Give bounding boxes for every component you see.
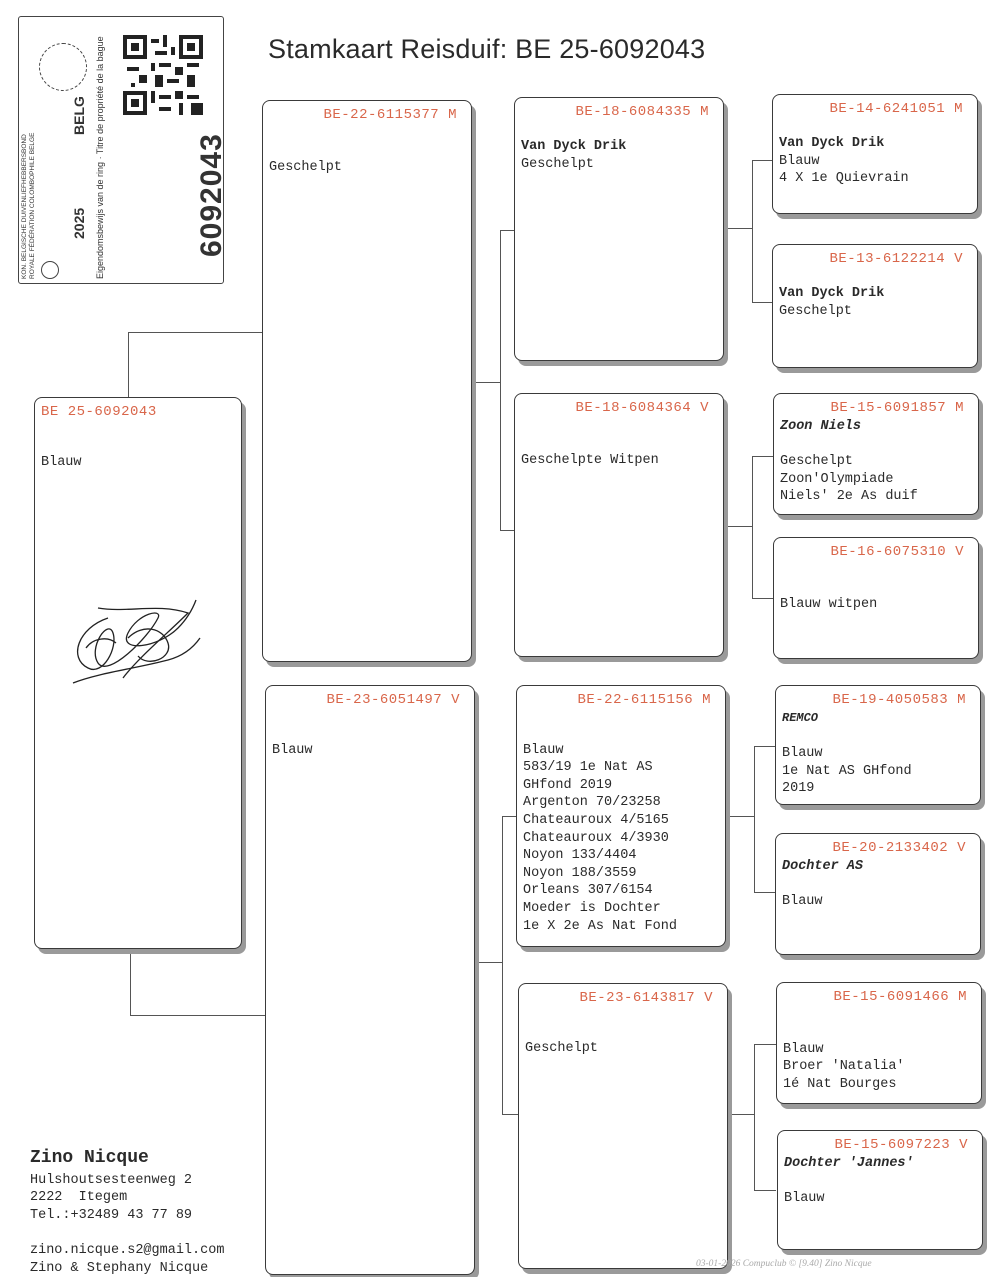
ring-country: BELG xyxy=(71,96,87,135)
connector xyxy=(502,816,503,1114)
belgium-logo-icon xyxy=(39,43,87,91)
owner-info xyxy=(30,1150,224,1277)
ring-number: BE-15-6091466 M xyxy=(833,989,967,1005)
pedigree-card-ddd[interactable] xyxy=(777,1130,983,1250)
pedigree-card-dss[interactable] xyxy=(775,685,981,805)
page-title: Stamkaart Reisduif: BE 25-6092043 xyxy=(268,34,706,64)
detail-line: Blauw xyxy=(272,743,313,758)
connector xyxy=(752,598,774,599)
connector xyxy=(754,892,776,893)
detail-line: Noyon 188/3559 xyxy=(523,865,637,881)
pedigree-card-sire-sire[interactable] xyxy=(514,97,724,361)
connector xyxy=(728,1114,754,1115)
footer-note: 03-01-2026 Compuclub © [9.40] Zino Nicque xyxy=(696,1259,872,1269)
ring-number: BE-14-6241051 M xyxy=(829,101,963,117)
detail-line xyxy=(784,1173,978,1191)
ring-year: 2025 xyxy=(71,207,87,239)
owner-email[interactable]: zino.nicque.s2@gmail.com xyxy=(30,1242,225,1258)
pedigree-card-dam-sire[interactable] xyxy=(516,685,726,947)
connector xyxy=(726,228,752,229)
ring-org-fr: ROYALE FÉDÉRATION COLOMBOPHILE BELGE xyxy=(29,132,36,279)
detail-line: Noyon 133/4404 xyxy=(523,848,637,864)
detail-line: Broer 'Natalia' xyxy=(783,1059,905,1075)
connector xyxy=(500,230,501,530)
detail-line: Orleans 307/6154 xyxy=(523,883,653,899)
owner-name: Zino Nicque xyxy=(30,1148,149,1168)
owner-street: Hulshoutsesteenweg 2 xyxy=(30,1172,193,1188)
pedigree-card-ssd[interactable] xyxy=(772,244,978,368)
connector xyxy=(754,1190,776,1191)
connector xyxy=(128,332,266,333)
detail-line xyxy=(521,434,719,452)
connector xyxy=(752,456,774,457)
detail-line: Argenton 70/23258 xyxy=(523,795,661,811)
detail-line xyxy=(780,578,974,596)
owner-phone: Tel.:+32489 43 77 89 xyxy=(30,1207,193,1223)
card-details xyxy=(521,434,719,469)
card-details xyxy=(272,742,470,760)
detail-line: Geschelpt xyxy=(269,160,342,175)
card-details xyxy=(780,418,974,506)
detail-line: Geschelpte Witpen xyxy=(521,452,659,468)
owner-city: 2222 Itegem xyxy=(30,1190,128,1206)
detail-line: 2019 xyxy=(782,781,815,797)
card-details xyxy=(523,724,721,935)
breeder-name: Dochter AS xyxy=(782,859,864,874)
detail-line: Moeder is Dochter xyxy=(523,900,661,916)
ring-number: 6092043 xyxy=(195,133,228,257)
detail-line: Blauw xyxy=(782,894,823,910)
detail-line: Niels' 2e As duif xyxy=(780,489,918,505)
breeder-name: Van Dyck Drik xyxy=(779,136,885,151)
detail-line: Blauw witpen xyxy=(780,596,878,612)
detail-line: Zoon'Olympiade xyxy=(780,471,894,487)
detail-line: Chateauroux 4/5165 xyxy=(523,812,669,828)
ring-certificate xyxy=(18,16,228,284)
ring-number: BE-20-2133402 V xyxy=(832,840,966,856)
detail-line: Geschelpt xyxy=(521,156,594,172)
connector xyxy=(130,1015,268,1016)
breeder-name: Zoon Niels xyxy=(780,419,862,434)
detail-line: Blauw xyxy=(523,742,564,758)
breeder-name: Dochter 'Jannes' xyxy=(784,1156,914,1171)
federation-logo-icon xyxy=(41,261,59,279)
detail-line: GHfond 2019 xyxy=(523,777,613,793)
ring-number: BE-23-6143817 V xyxy=(579,990,713,1006)
detail-line xyxy=(782,876,976,894)
pedigree-card-sds[interactable] xyxy=(773,393,979,515)
connector xyxy=(752,456,753,598)
connector xyxy=(754,746,776,747)
qr-code-icon xyxy=(123,35,203,115)
ring-number: BE-19-4050583 M xyxy=(832,692,966,708)
owner-names: Zino & Stephany Nicque xyxy=(30,1260,209,1276)
signature-icon xyxy=(68,588,208,698)
connector xyxy=(130,950,131,1016)
detail-line: 1e X 2e As Nat Fond xyxy=(523,918,677,934)
pedigree-card-sss[interactable] xyxy=(772,94,978,214)
pedigree-card-dds[interactable] xyxy=(776,982,982,1104)
card-details xyxy=(41,454,237,472)
detail-line: 583/19 1e Nat AS xyxy=(523,760,653,776)
detail-line: Blauw xyxy=(41,455,82,470)
card-details xyxy=(779,135,973,188)
ring-number: BE-18-6084335 M xyxy=(575,104,709,120)
card-details xyxy=(782,858,976,911)
detail-line xyxy=(780,436,974,454)
detail-line: 1e Nat AS GHfond xyxy=(782,763,912,779)
connector xyxy=(754,1044,776,1045)
ring-number: BE-16-6075310 V xyxy=(830,544,964,560)
pedigree-card-dam[interactable] xyxy=(265,685,475,1275)
ring-number: BE-15-6091857 M xyxy=(830,400,964,416)
card-details xyxy=(779,285,973,320)
ring-number: BE-23-6051497 V xyxy=(326,692,460,708)
ring-number: BE 25-6092043 xyxy=(41,404,157,420)
connector xyxy=(754,1044,755,1190)
card-details xyxy=(269,159,467,177)
detail-line: Geschelpt xyxy=(779,303,852,319)
breeder-name: Van Dyck Drik xyxy=(779,286,885,301)
card-details xyxy=(780,578,974,613)
ring-number: BE-22-6115377 M xyxy=(323,107,457,123)
connector xyxy=(752,160,774,161)
pedigree-card-sire-dam[interactable] xyxy=(514,393,724,657)
connector xyxy=(752,160,753,302)
detail-line: Geschelpt xyxy=(525,1040,598,1056)
detail-line: 1é Nat Bourges xyxy=(783,1076,897,1092)
ring-number: BE-13-6122214 V xyxy=(829,251,963,267)
card-details xyxy=(784,1155,978,1208)
connector xyxy=(754,746,755,892)
connector xyxy=(476,962,502,963)
detail-line: Blauw xyxy=(779,153,820,169)
detail-line: Blauw xyxy=(783,1041,824,1057)
card-details xyxy=(521,138,719,173)
connector xyxy=(752,302,774,303)
connector xyxy=(128,332,129,398)
ring-ownership-text: Eigendomsbewijs van de ring · Titre de propriété de la bague xyxy=(95,36,105,279)
breeder-name: REMCO xyxy=(782,711,819,725)
detail-line: Geschelpt xyxy=(780,454,853,470)
connector xyxy=(474,382,500,383)
detail-line: Chateauroux 4/3930 xyxy=(523,830,669,846)
connector xyxy=(502,1114,518,1115)
ring-number: BE-22-6115156 M xyxy=(577,692,711,708)
connector xyxy=(726,526,752,527)
detail-line: Blauw xyxy=(784,1191,825,1207)
card-details xyxy=(782,710,976,798)
detail-line xyxy=(523,724,721,742)
detail-line xyxy=(782,728,976,746)
detail-line xyxy=(525,1022,723,1040)
pedigree-card-dsd[interactable] xyxy=(775,833,981,955)
ring-org-nl: KON. BELGISCHE DUIVENLIEFHEBBERSBOND xyxy=(21,134,28,279)
connector xyxy=(728,816,754,817)
detail-line: Blauw xyxy=(782,746,823,762)
pedigree-card-sire[interactable] xyxy=(262,100,472,662)
card-details xyxy=(783,1023,977,1093)
detail-line: 4 X 1e Quievrain xyxy=(779,171,909,187)
card-details xyxy=(525,1022,723,1057)
ring-number: BE-18-6084364 V xyxy=(575,400,709,416)
detail-line xyxy=(783,1023,977,1041)
ring-number: BE-15-6097223 V xyxy=(834,1137,968,1153)
breeder-name: Van Dyck Drik xyxy=(521,139,627,154)
pedigree-card-dam-dam[interactable] xyxy=(518,983,728,1269)
pedigree-card-sdd[interactable] xyxy=(773,537,979,659)
